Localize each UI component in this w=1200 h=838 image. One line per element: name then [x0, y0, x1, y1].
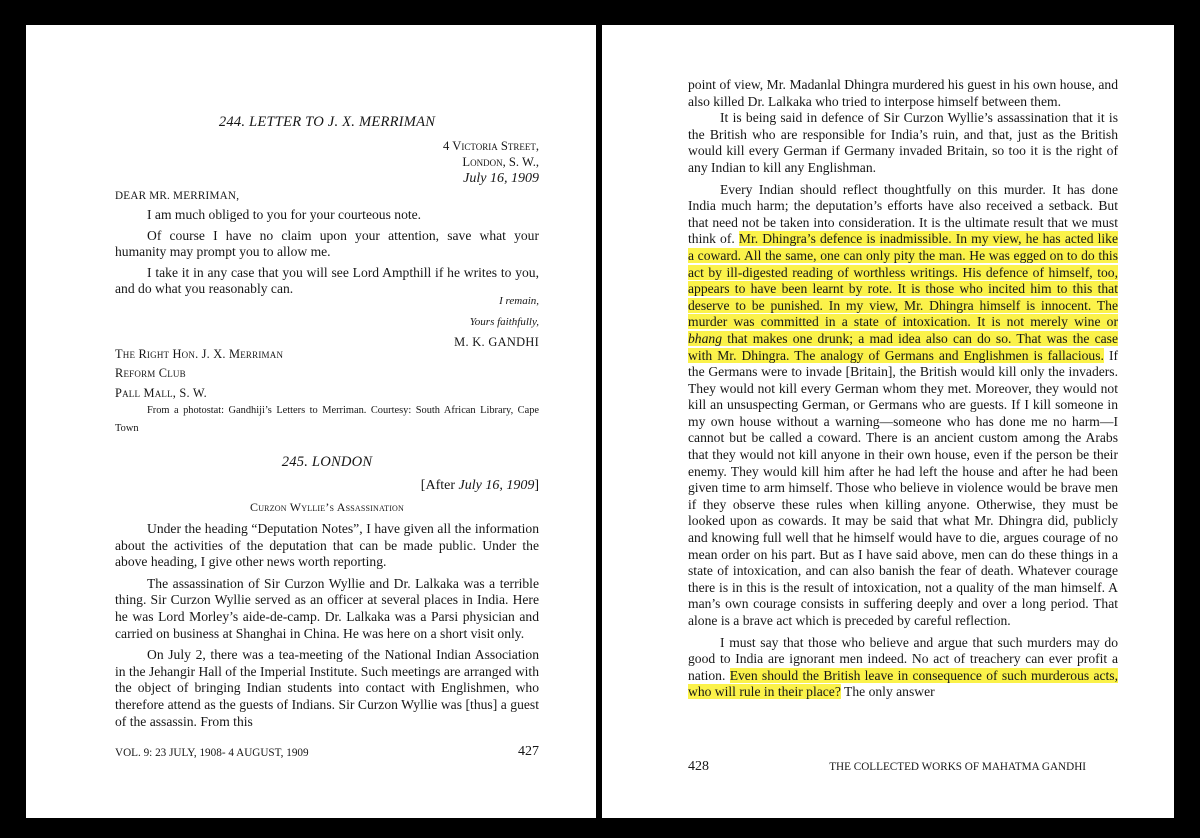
recipient-line: Pall Mall, S. W.	[115, 385, 207, 400]
sender-address	[443, 138, 539, 187]
highlight-text: Mr. Dhingra’s defence is inadmissible. In my view, he has acted like a coward. All the same, one can only pity the man. He was egged on to do this act by ill-digested reading of worthless writings. His defence of himself, too, appears to have been learnt by rote. It is those who incited him to this that deserve to be punished. In my view, Mr. Dhingra himself is innocent. The murder was committed in a state of intoxication. It is not merely wine or	[688, 231, 1118, 330]
paragraph-remainder: The only answer	[844, 684, 935, 700]
paragraph-defence: It is being said in defence of Sir Curzon Wyllie’s assassination that it is the British who are responsible for India’s ruin, and that, just as the British would kill every German if Germany invaded Britain, so too it is the right of any Indian to kill any Englishman.	[688, 110, 1118, 175]
article-dateline	[421, 478, 539, 494]
recipient-line: Reform Club	[115, 366, 186, 381]
closing-line: I remain,	[499, 295, 539, 307]
closing-line: Yours faithfully,	[469, 316, 539, 328]
paragraph-conclusion	[688, 635, 1118, 701]
right-page-content	[688, 77, 1118, 701]
dateline-date: July 16, 1909	[458, 478, 535, 493]
paragraph-intro: Every Indian should reflect thoughtfully on this murder. It has done India much harm; the deputation’s efforts have also received a setback. But that need not be taken into consideration. It is the ultimate result that we must think of.	[688, 181, 1118, 247]
article-body	[115, 521, 539, 730]
continuation-paragraph: point of view, Mr. Madanlal Dhingra murdered his guest in his own house, and also killed Dr. Lalkaka who tried to interpose himself between them.	[688, 77, 1118, 109]
highlight-italic-word: bhang	[688, 330, 722, 346]
article-paragraph: Under the heading “Deputation Notes”, I have given all the information about the activities of the deputation that can be made public. Under the above heading, I give other news worth reporting.	[115, 521, 539, 570]
article-paragraph: On July 2, there was a tea-meeting of the National Indian Association in the Jehangir Hall of the Imperial Institute. Such meetings are arranged with the object of bringing Indian students into contact with Englishmen, who therefore attend as the guests of Indians. Sir Curzon Wyllie was [thus] a guest of the assassin. From this	[115, 647, 539, 729]
letter-date: July 16, 1909	[463, 170, 539, 186]
dateline-suffix: ]	[534, 478, 539, 493]
highlight-text: that makes one drunk; a mad idea also can do so. That was the case with Mr. Dhingra. The analogy of Germans and Englishmen is fallacious.	[688, 330, 1119, 363]
page-number: 428	[688, 759, 709, 774]
paragraph-intro: I must say that those who believe and argue that such murders may do good to India are ignorant men indeed. No act of treachery can ever profit a nation.	[688, 634, 1118, 683]
letter-paragraph: I am much obliged to you for your courteous note.	[147, 207, 422, 222]
page-footer: VOL. 9: 23 JULY, 1908- 4 AUGUST, 1909	[115, 747, 309, 759]
letter-title: 244. LETTER TO J. X. MERRIMAN	[218, 114, 436, 130]
letter-paragraph: Of course I have no claim upon your attention, save what your humanity may prompt you to allow me.	[115, 227, 539, 260]
source-note: From a photostat: Gandhiji’s Letters to Merriman. Courtesy: South African Library, Cape Town	[115, 405, 539, 435]
letter-closing	[470, 291, 539, 333]
signature: M. K. GANDHI	[454, 335, 539, 349]
paragraph-reflection	[688, 182, 1118, 630]
letter-paragraph: I take it in any case that you will see Lord Ampthill if he writes to you, and do what you reasonably can.	[115, 264, 539, 297]
article-paragraph: The assassination of Sir Curzon Wyllie and Dr. Lalkaka was a terrible thing. Sir Curzon Wyllie served as an officer at several places in India. Here he was Lord Morley’s aide-de-camp. Dr. Lalkaka was a Parsi physician and carried on business at Shanghai in China. He was here on a short visit only.	[115, 575, 539, 641]
article-subheading: Curzon Wyllie’s Assassination	[249, 500, 405, 514]
letter-body	[115, 207, 539, 298]
recipient-line: The Right Hon. J. X. Merriman	[115, 347, 284, 361]
address-line: 4 Victoria Street,	[443, 139, 539, 153]
left-page	[26, 25, 596, 818]
recipient-address	[115, 345, 283, 403]
paragraph-remainder: If the Germans were to invade [Britain], the British would kill only the invaders. They would not kill every German whom they met. Moreover, they would not kill an unsuspecting German, or Germans who are guests. If I kill someone in my own house without a warning—someone who has done me no harm—I cannot but be called a coward. There is an ancient custom among the Arabs that they would not kill anyone in their own house, even if the person be their enemy. They would kill him after he had left the house and after he had been given time to arm himself. Those who believe in violence would be brave men if they observe these rules when killing anyone. Otherwise, they must be looked upon as cowards. It may be said that what Mr. Dhingra did, publicly and knowing full well that he himself would have to die, argues courage of no mean order on his part. But as I have said above, men can do these things in a state of intoxication, and can also banish the fear of death. Whatever courage there is in this is the result of intoxication, not a quality of the man himself. A man’s own courage consists in suffering deeply and over a long period. That alone is a brave act which is preceded by careful reflection.	[688, 347, 1118, 628]
article-title: 245. LONDON	[281, 454, 373, 470]
dateline-prefix: [After	[420, 478, 459, 493]
highlighted-passage: Even should the British leave in consequence of such murderous acts, who will rule in their place?	[688, 667, 1118, 700]
page-number: 427	[518, 744, 539, 759]
right-page	[602, 25, 1174, 818]
highlighted-passage	[688, 231, 1118, 362]
address-line: London, S. W.,	[462, 155, 539, 170]
page-footer: THE COLLECTED WORKS OF MAHATMA GANDHI	[829, 761, 1086, 773]
salutation: DEAR MR. MERRIMAN,	[115, 190, 240, 202]
